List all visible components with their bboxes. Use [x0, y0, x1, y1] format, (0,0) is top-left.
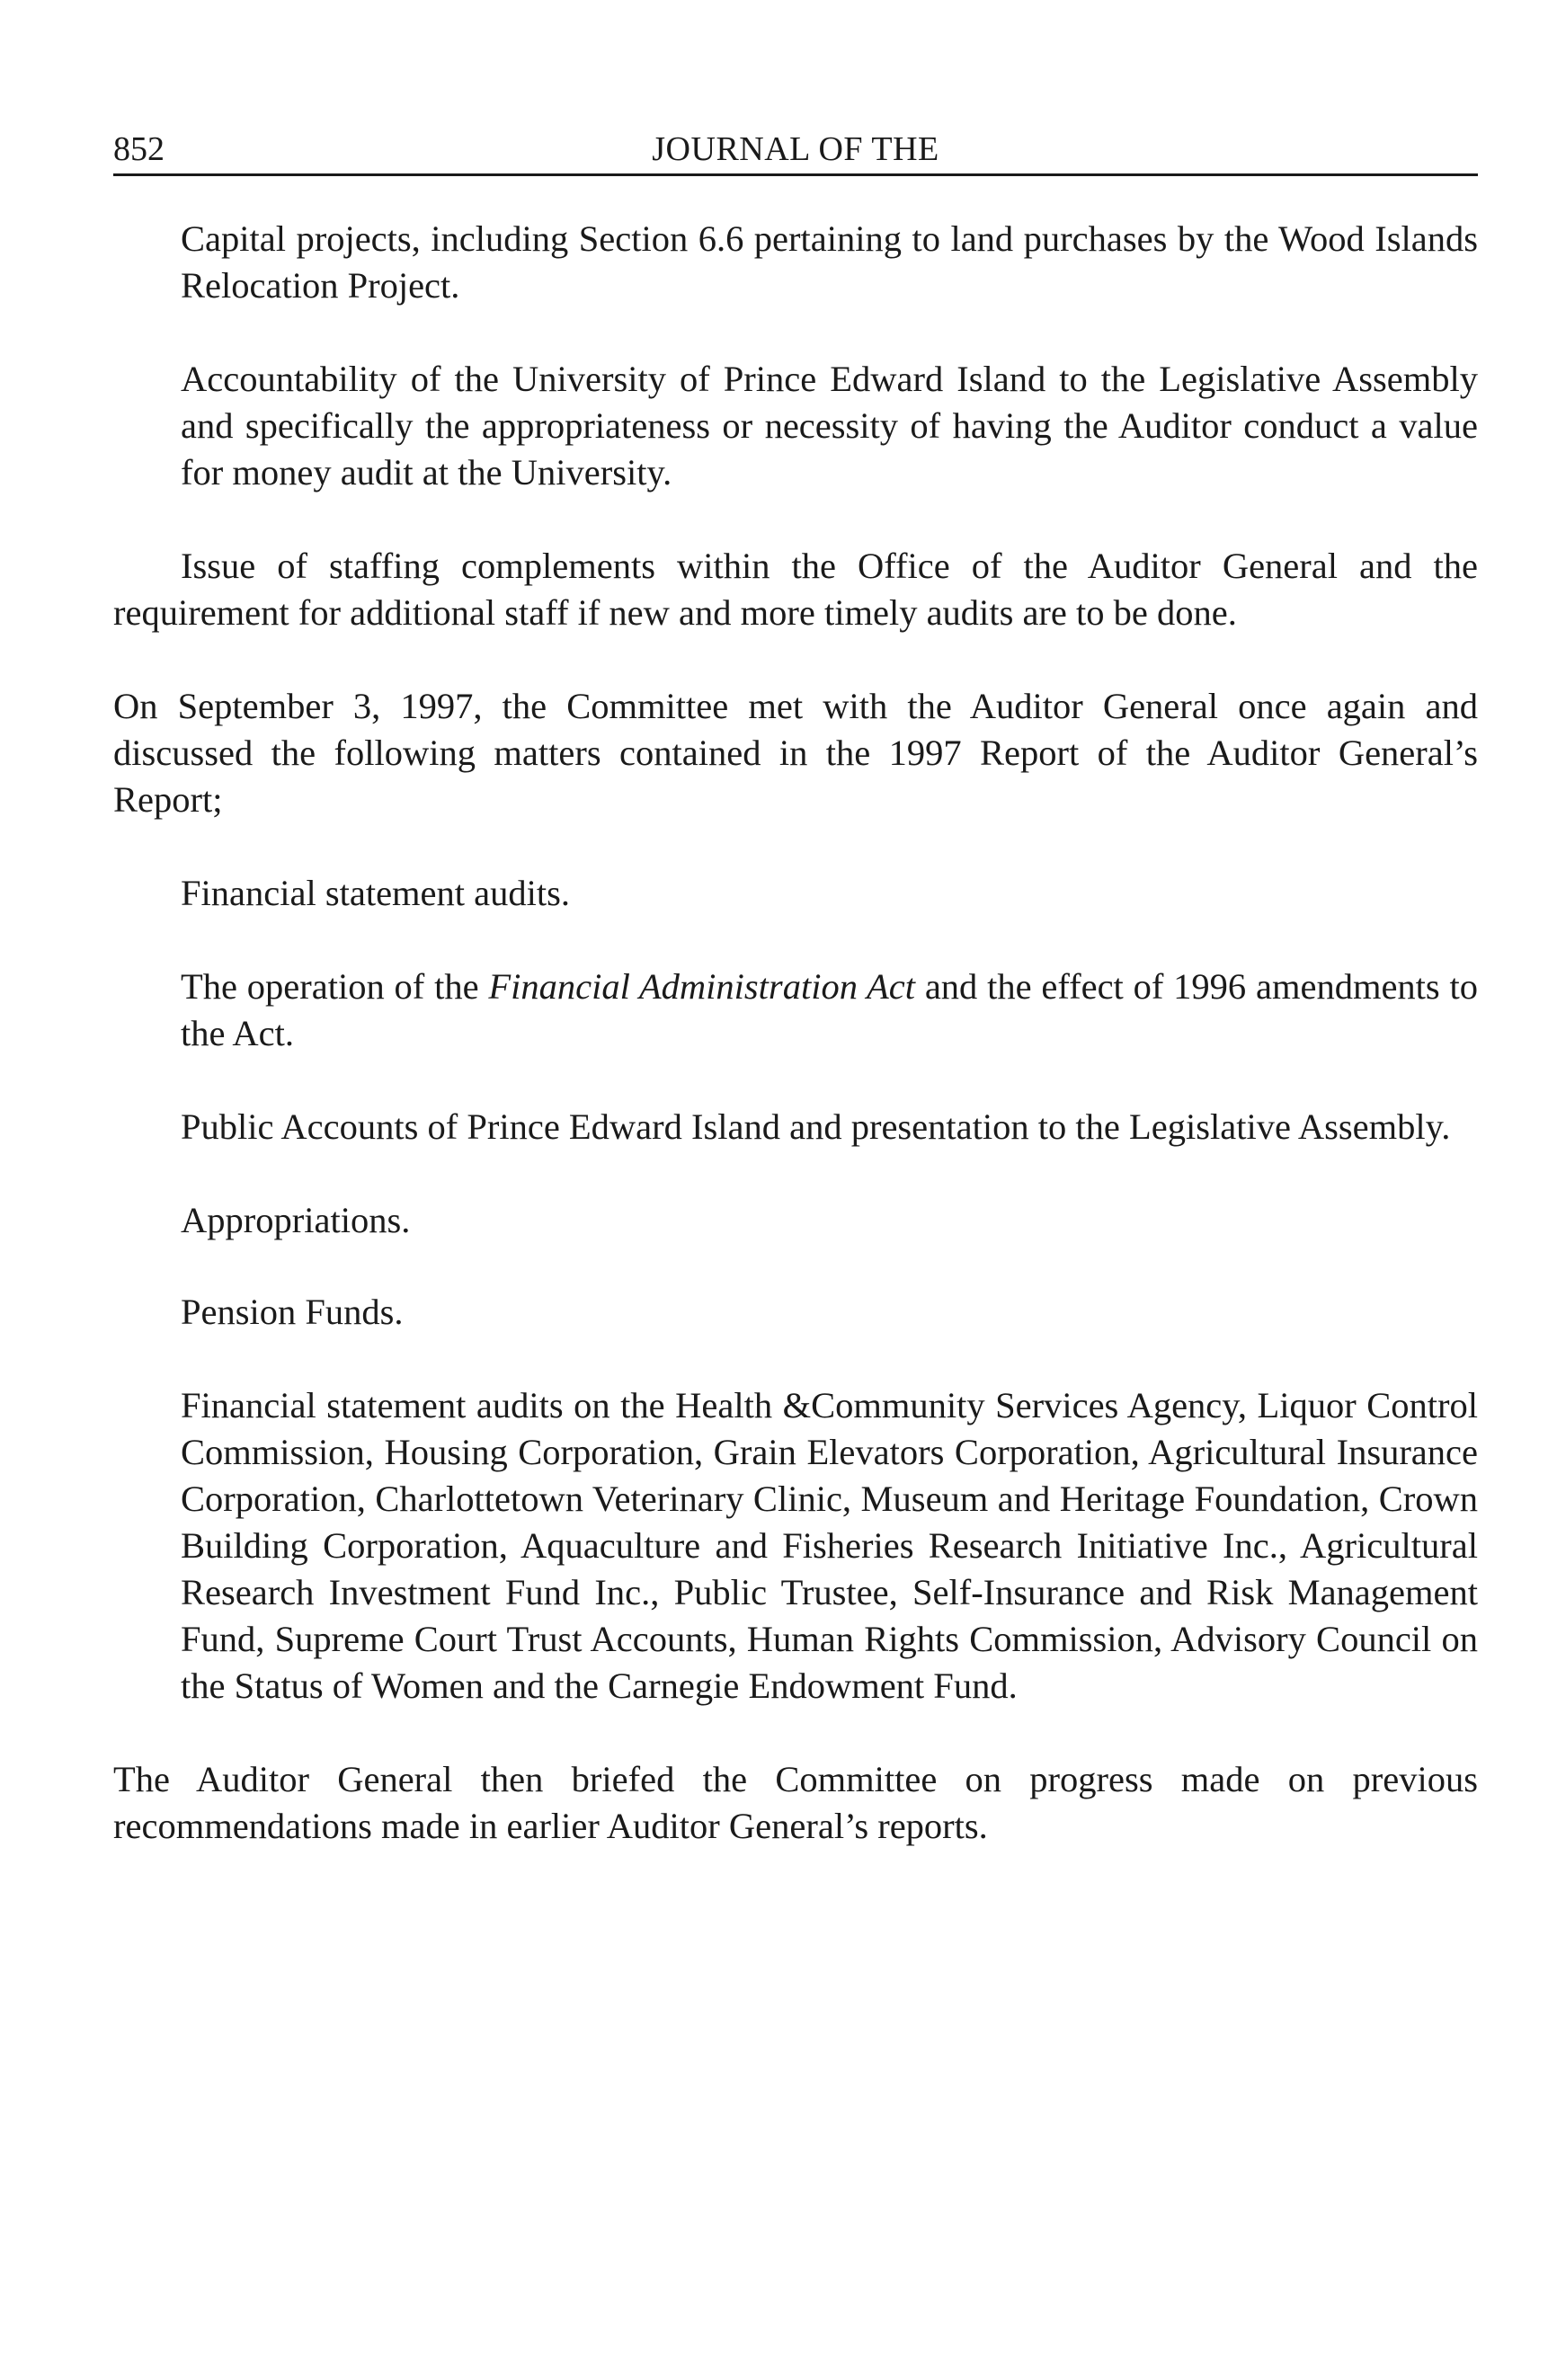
paragraph-progress-briefing: The Auditor General then briefed the Committee on progress made on previous recommendations made in earlier Auditor General’s reports. [113, 1759, 1478, 1846]
paragraph-agency-audits: Financial statement audits on the Health &Community Services Agency, Liquor Control Commission, Housing Corporation, Grain Elevators Corporation, Agricultural Insurance Corporation, Charlottetown Veterinary Clinic, Museum and Heritage Foundation, Crown Building Corporation, Aquaculture and Fisheries Research Initiative Inc., Agricultural Research Investment Fund Inc., Public Trustee, Self-Insurance and Risk Management Fund, Supreme Court Trust Accounts, Human Rights Commission, Advisory Council on the Status of Women and the Carnegie Endowment Fund. [181, 1385, 1478, 1706]
paragraph-september-meeting: On September 3, 1997, the Committee met with the Auditor General once again and discussed the following matters contained in the 1997 Report of the Auditor General’s Report; [113, 686, 1478, 820]
page-number: 852 [113, 130, 165, 168]
header-rule [113, 173, 1478, 176]
page-body [113, 216, 1478, 1850]
paragraph-public-accounts: Public Accounts of Prince Edward Island and presentation to the Legislative Assembly. [181, 1106, 1451, 1147]
paragraph-upei-accountability: Accountability of the University of Prince Edward Island to the Legislative Assembly and specifically the appropriateness or necessity of having the Auditor conduct a value for money audit at the University. [181, 359, 1478, 493]
paragraph-financial-administration-act [181, 964, 1478, 1057]
text-segment: The operation of the [181, 966, 489, 1007]
text-segment: and the effect of 1996 amendments to the Act. [181, 966, 1478, 1053]
paragraph-capital-projects: Capital projects, including Section 6.6 pertaining to land purchases by the Wood Islands Relocation Project. [181, 218, 1478, 306]
paragraph-financial-statement-audits: Financial statement audits. [181, 873, 571, 913]
running-head: JOURNAL OF THE [652, 130, 939, 168]
act-title: Financial Administration Act [488, 966, 915, 1007]
paragraph-pension-funds: Pension Funds. [181, 1292, 404, 1332]
page-header [113, 119, 1478, 173]
paragraph-appropriations: Appropriations. [181, 1200, 411, 1240]
paragraph-staffing: Issue of staffing complements within the Office of the Auditor General and the requirement for additional staff if new and more timely audits are to be done. [113, 546, 1478, 633]
